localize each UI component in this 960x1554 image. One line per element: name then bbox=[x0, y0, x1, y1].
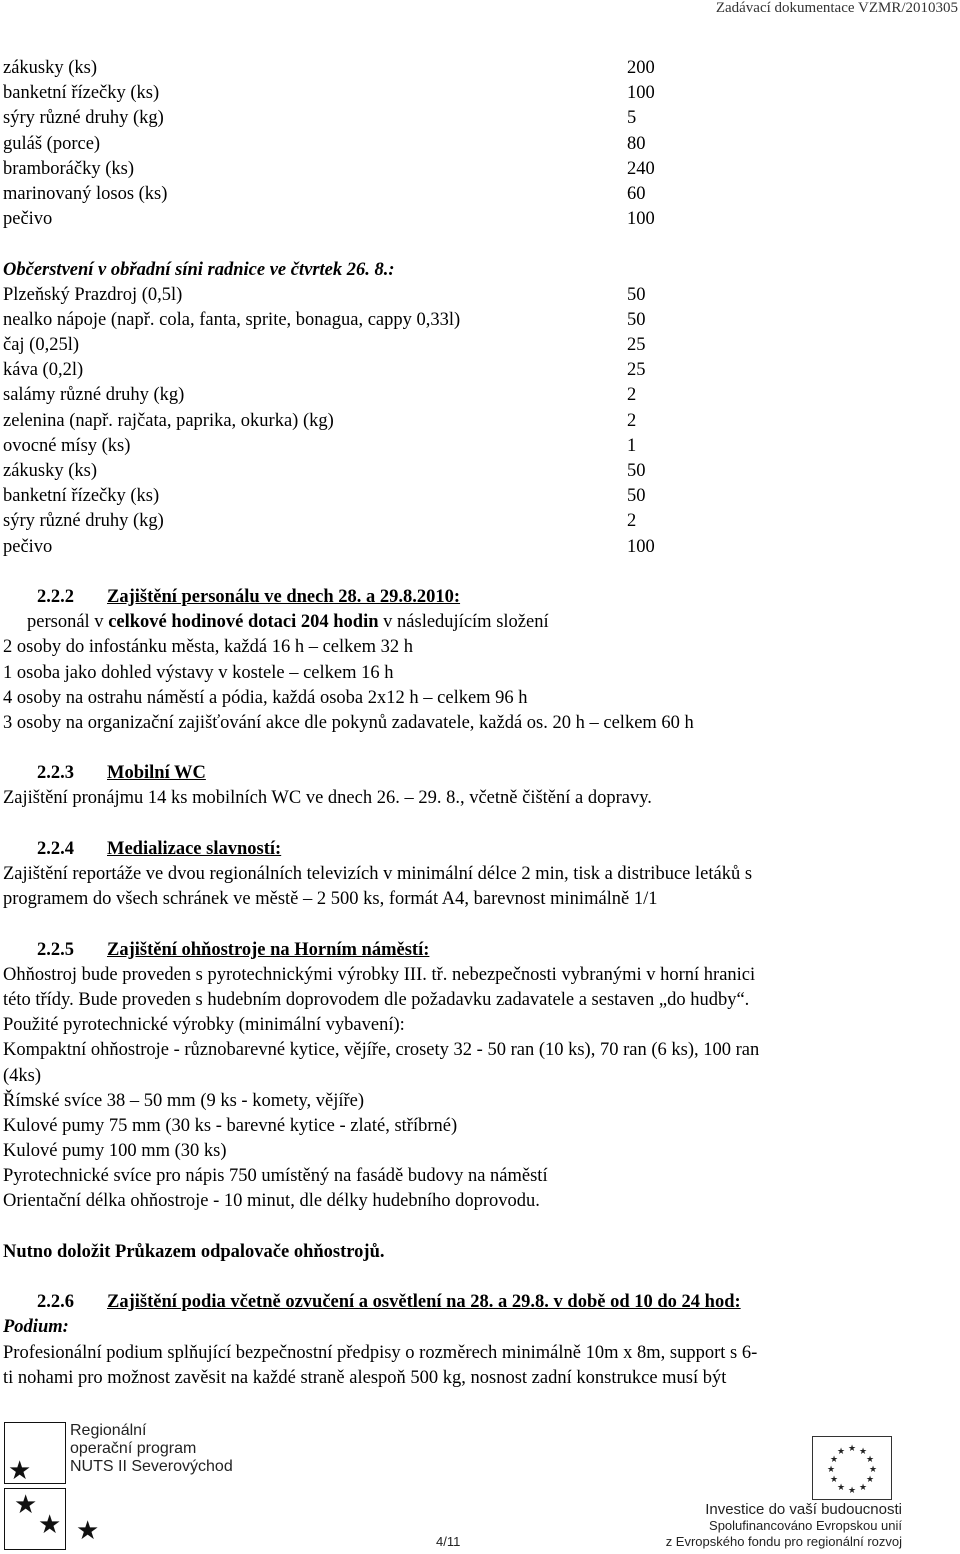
section-2-2-2 bbox=[3, 585, 953, 736]
list-item: banketní řízečky (ks) 50 bbox=[3, 486, 646, 507]
section-heading: 2.2.4 Medializace slavností: bbox=[37, 838, 282, 859]
page-number: 4/11 bbox=[436, 1534, 461, 1549]
section-heading: 2.2.3 Mobilní WC bbox=[37, 763, 206, 784]
list-item: zelenina (např. rajčata, paprika, okurka) (kg) 2 bbox=[3, 410, 637, 431]
section-text: Zajištění reportáže ve dvou regionálních televizích v minimální délce 2 min, tisk a distribuce letáků s bbox=[3, 864, 753, 884]
list-item: pečivo 100 bbox=[3, 536, 655, 557]
section-2-2-5 bbox=[3, 938, 953, 1265]
svg-text:★: ★ bbox=[836, 1446, 846, 1456]
svg-text:★: ★ bbox=[826, 1464, 836, 1474]
section-2-2-3 bbox=[3, 761, 953, 811]
document-reference: Zadávací dokumentace VZMR/2010305 bbox=[715, 0, 958, 16]
svg-text:★: ★ bbox=[847, 1443, 857, 1453]
list-item: marinovaný losos (ks) 60 bbox=[3, 183, 646, 204]
eu-flag-icon bbox=[812, 1436, 892, 1500]
svg-text:★: ★ bbox=[836, 1482, 846, 1492]
firework-note: Nutno doložit Průkazem odpalovače ohňostrojů. bbox=[3, 1241, 385, 1262]
star-icon: ★ bbox=[38, 1510, 62, 1539]
regional-program-text: Regionální operační program NUTS II Severovýchod bbox=[70, 1422, 233, 1475]
section-2-2-4 bbox=[3, 837, 953, 913]
section-text: Pyrotechnické svíce pro nápis 750 umístěný na fasádě budovy na náměstí bbox=[3, 1166, 548, 1187]
section-text: Kompaktní ohňostroje - různobarevné kytice, vějíře, crosety 32 - 50 ran (10 ks), 70 ran (6 ks), 100 ran bbox=[3, 1040, 760, 1061]
section-heading: 2.2.5 Zajištění ohňostroje na Horním náměstí: bbox=[37, 939, 430, 960]
section-text: (4ks) bbox=[3, 1065, 42, 1086]
section-text: Kulové pumy 75 mm (30 ks - barevné kytice - zlaté, stříbrné) bbox=[3, 1115, 458, 1136]
list-item: bramboráčky (ks) 240 bbox=[3, 158, 655, 179]
star-icon: ★ bbox=[76, 1516, 100, 1545]
document-body bbox=[3, 56, 953, 1391]
section-text: ti nohami pro možnost zavěsit na každé straně alespoň 500 kg, nosnost zadní konstrukce musí být bbox=[3, 1367, 727, 1388]
list-item: čaj (0,25l) 25 bbox=[3, 335, 646, 356]
section-text: Římské svíce 38 – 50 mm (9 ks - komety, vějíře) bbox=[3, 1090, 365, 1111]
list-item: Plzeňský Prazdroj (0,5l) 50 bbox=[3, 284, 646, 305]
staff-line: 1 osoba jako dohled výstavy v kostele – celkem 16 h bbox=[3, 662, 394, 683]
list-item: zákusky (ks) 200 bbox=[3, 58, 655, 78]
section-2-2-6 bbox=[3, 1290, 953, 1391]
list-item: ovocné mísy (ks) 1 bbox=[3, 435, 637, 456]
section-intro: personál v celkové hodinové dotaci 204 hodin v následujícím složení bbox=[27, 612, 549, 633]
list-item: sýry různé druhy (kg) 5 bbox=[3, 108, 637, 129]
section-text: této třídy. Bude proveden s hudebním doprovodem dle požadavku zadavatele a sestaven „do hudby“. bbox=[3, 989, 750, 1010]
list-item: pečivo 100 bbox=[3, 209, 655, 230]
refreshment-heading: Občerstvení v obřadní síni radnice ve čtvrtek 26. 8.: bbox=[3, 259, 395, 280]
staff-line: 4 osoby na ostrahu náměstí a pódia, každá osoba 2x12 h – celkem 96 h bbox=[3, 687, 528, 708]
section-text: Použité pyrotechnické výrobky (minimální vybavení): bbox=[3, 1015, 405, 1036]
svg-text:★: ★ bbox=[868, 1464, 878, 1474]
section-text: Ohňostroj bude proveden s pyrotechnickými výrobky III. tř. nebezpečnosti vybranými v horní hranici bbox=[3, 964, 756, 985]
section-text: Orientační délka ohňostroje - 10 minut, dle délky hudebního doprovodu. bbox=[3, 1191, 540, 1212]
star-icon: ★ bbox=[14, 1490, 38, 1519]
list-item: salámy různé druhy (kg) 2 bbox=[3, 385, 637, 406]
list-item: banketní řízečky (ks) 100 bbox=[3, 83, 655, 104]
section-heading: 2.2.6 Zajištění podia včetně ozvučení a osvětlení na 28. a 29.8. v době od 10 do 24 hod: bbox=[37, 1292, 741, 1313]
svg-text:★: ★ bbox=[829, 1474, 839, 1484]
list-item: káva (0,2l) 25 bbox=[3, 360, 646, 381]
svg-text:★: ★ bbox=[858, 1482, 868, 1492]
section-heading: 2.2.2 Zajištění personálu ve dnech 28. a 29.8.2010: bbox=[37, 586, 461, 607]
page-footer bbox=[0, 1418, 960, 1554]
list-item: guláš (porce) 80 bbox=[3, 133, 646, 154]
section-text: programem do všech schránek ve městě – 2 500 ks, formát A4, barevnost minimálně 1/1 bbox=[3, 889, 658, 910]
section-text: Profesionální podium splňující bezpečnostní předpisy o rozměrech minimálně 10m x 8m, support s 6- bbox=[3, 1342, 758, 1363]
section-text: Kulové pumy 100 mm (30 ks) bbox=[3, 1141, 227, 1162]
svg-text:★: ★ bbox=[865, 1454, 875, 1464]
svg-text:★: ★ bbox=[829, 1454, 839, 1464]
regional-program-logo bbox=[4, 1422, 100, 1552]
podium-subtitle: Podium: bbox=[3, 1317, 69, 1338]
staff-line: 3 osoby na organizační zajišťování akce dle pokynů zadavatele, každá os. 20 h – celkem 60 h bbox=[3, 712, 694, 733]
svg-text:★: ★ bbox=[865, 1474, 875, 1484]
section-text: Zajištění pronájmu 14 ks mobilních WC ve dnech 26. – 29. 8., včetně čištění a dopravy. bbox=[3, 788, 652, 809]
star-icon: ★ bbox=[8, 1456, 32, 1485]
list-item: sýry různé druhy (kg) 2 bbox=[3, 511, 637, 532]
eu-funding-text: Investice do vaší budoucnosti Spolufinancováno Evropskou unií z Evropského fondu pro regionální rozvoj bbox=[665, 1501, 902, 1549]
svg-text:★: ★ bbox=[858, 1446, 868, 1456]
list-item: zákusky (ks) 50 bbox=[3, 461, 646, 481]
svg-text:★: ★ bbox=[847, 1485, 857, 1495]
food-list-2 bbox=[3, 283, 953, 560]
list-item: nealko nápoje (např. cola, fanta, sprite, bonagua, cappy 0,33l) 50 bbox=[3, 309, 646, 330]
food-list-1 bbox=[3, 56, 953, 232]
staff-line: 2 osoby do infostánku města, každá 16 h – celkem 32 h bbox=[3, 637, 413, 658]
